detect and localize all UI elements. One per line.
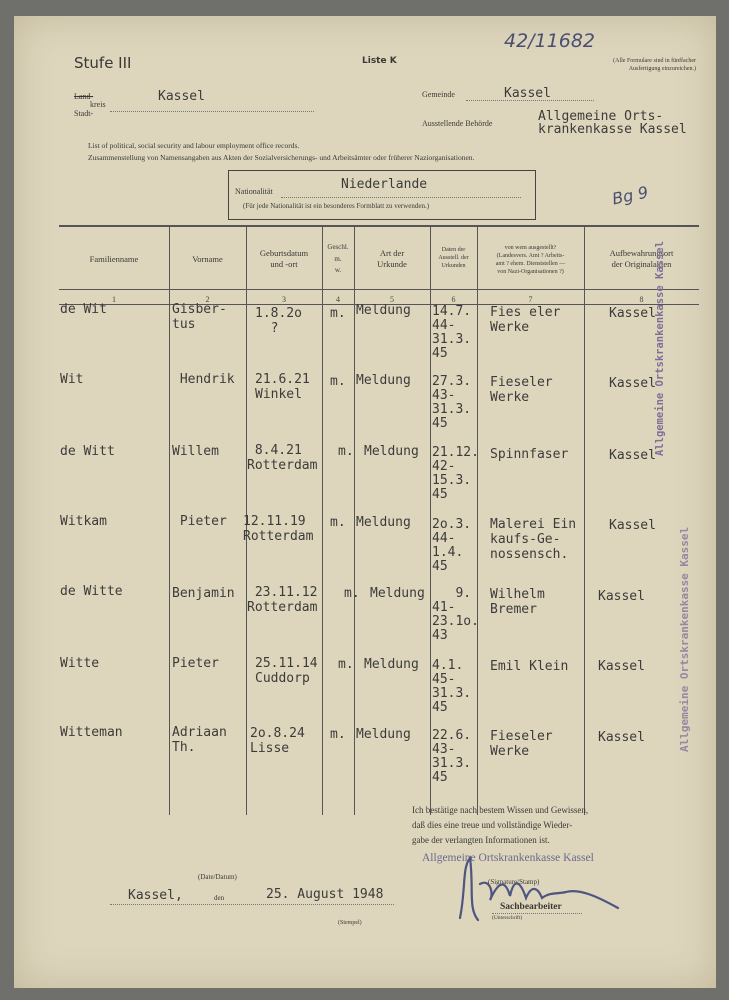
row-surname: Witteman [60,725,123,740]
landkreis-label-2: kreis [90,100,106,109]
row-location: Kassel [609,448,656,463]
intro-english: List of political, social security and labour employment office records. [88,141,300,150]
row-given-name: Benjamin [172,586,235,601]
den-label: den [214,894,225,902]
row-dates: 27.3. 43- 31.3. 45 [432,374,472,431]
list-label: Liste K [362,56,397,66]
header-aussteller-2: (Landesvers. Amt ? Arbeits- [496,253,565,259]
row-sex: m. [344,586,360,601]
row-given-name: Pieter [172,514,227,529]
archive-number: 42/11682 [504,30,596,52]
date-label: (Date/Datum) [198,873,237,881]
colnum-5: 5 [390,295,394,304]
row-given-name: Willem [172,444,219,459]
stempel-label: (Stempel) [338,920,362,926]
document-page [14,16,716,988]
header-aufbewahrung-2: der Originalakten [611,259,672,269]
unterschrift-label: (Unterschrift) [492,915,523,921]
row-sex: m. [338,657,354,672]
behoerde-label: Ausstellende Behörde [422,119,493,128]
row-document: Meldung [356,373,411,388]
landkreis-label-1: Land- [74,92,94,101]
colnum-1: 1 [112,295,116,304]
nationality-note: (Für jede Nationalität ist ein besonderes Formblatt zu verwenden.) [243,202,430,210]
row-given-name: Hendrik [172,372,235,387]
row-issuer: Spinnfaser [490,447,569,462]
row-birth: 12.11.19 Rotterdam [243,514,314,544]
row-given-name: Pieter [172,656,219,671]
colnum-8: 8 [639,295,644,304]
place-value: Kassel, [128,888,183,903]
stadt-label: Stadt- [74,109,94,118]
row-document: Meldung [370,586,425,601]
date-value: 25. August 1948 [266,887,384,902]
row-location: Kassel [598,589,645,604]
row-location: Kassel [609,306,656,321]
row-birth: 1.8.2o ? [255,306,302,336]
row-document: Meldung [356,303,411,318]
header-aufbewahrung-1: Aufbewahrungsort [609,248,674,258]
row-location: Kassel [609,518,656,533]
copies-note-2: Ausfertigung einzureichen.) [628,66,696,72]
row-sex: m. [330,515,346,530]
row-document: Meldung [356,515,411,530]
row-given-name: Adriaan Th. [172,725,227,755]
row-surname: Witte [60,656,100,671]
row-issuer: Malerei Ein kaufs-Ge- nossensch. [490,517,577,562]
header-daten-1: Daten der [441,247,466,253]
row-birth: 2o.8.24 Lisse [250,726,305,756]
row-dates: 9. 41- 23.1o. 43 [432,586,479,643]
header-geschlecht-w: w. [334,266,342,274]
gemeinde-label: Gemeinde [422,90,455,99]
sachbearbeiter-label: Sachbearbeiter [500,902,562,912]
row-surname: Witkam [60,514,107,529]
row-location: Kassel [598,659,645,674]
row-surname: de Witt [60,444,115,459]
row-document: Meldung [364,657,419,672]
row-document: Meldung [356,727,411,742]
row-dates: 2o.3. 44- 1.4. 45 [432,517,472,574]
row-issuer: Emil Klein [490,659,569,674]
header-geschlecht: Geschl. [327,243,349,251]
margin-note: Bg 9 [610,182,650,209]
row-sex: m. [330,727,346,742]
header-aussteller-1: von wem ausgestellt? [504,245,557,251]
header-geburtsdatum: Geburtsdatum [259,248,309,258]
row-surname: de Witte [60,584,123,599]
nationality-value: Niederlande [341,177,428,192]
row-surname: Wit [60,372,84,387]
copies-note-1: (Alle Formulare sind in fünffacher [613,58,696,64]
stage-label: Stufe III [74,54,132,72]
intro-german: Zusammenstellung von Namensangaben aus Akten der Sozialversicherungs- und Arbeitsämter oder früherer Naziorganisationen. [88,153,475,162]
row-issuer: Wilhelm Bremer [490,587,545,617]
gemeinde-value: Kassel [504,86,551,101]
row-issuer: Fies eler Werke [490,305,561,335]
row-dates: 22.6. 43- 31.3. 45 [432,728,472,785]
row-location: Kassel [609,376,656,391]
landkreis-value: Kassel [158,89,205,104]
row-dates: 4.1. 45- 31.3. 45 [432,658,472,715]
colnum-4: 4 [336,295,340,304]
row-document: Meldung [364,444,419,459]
nationality-box [228,170,536,220]
certification-line-3: gabe der verlangten Informationen ist. [412,835,550,845]
colnum-2: 2 [205,295,210,304]
row-issuer: Fieseler Werke [490,729,553,759]
row-birth: 21.6.21 Winkel [255,372,310,402]
header-aussteller-3: amt ? ehem. Dienststellen — [495,261,566,267]
behoerde-value-1: Allgemeine Orts- [538,109,664,124]
row-birth: 23.11.12 Rotterdam [247,585,318,615]
row-sex: m. [330,374,346,389]
header-aussteller-4: von Nazi-Organisationen ?) [497,269,564,275]
colnum-6: 6 [451,295,456,304]
nationality-label: Nationalität [235,187,273,196]
header-art-2: Urkunde [377,259,407,269]
row-sex: m. [338,444,354,459]
row-location: Kassel [598,730,645,745]
certification-line-2: daß dies eine treue und vollständige Wieder- [412,820,573,830]
signature-label: (Signature/Stamp) [488,878,540,886]
row-birth: 8.4.21 Rotterdam [247,443,318,473]
row-dates: 14.7. 44- 31.3. 45 [432,304,472,361]
certification-stamp: Allgemeine Ortskrankenkasse Kassel [422,852,594,864]
certification-line-1: Ich bestätige nach bestem Wissen und Gewissen, [412,805,589,815]
signature-scribble [450,848,630,928]
row-issuer: Fieseler Werke [490,375,553,405]
header-daten-2: Ausstell. der [438,255,469,261]
header-art-1: Art der [379,248,405,258]
row-birth: 25.11.14 Cuddorp [255,656,318,686]
header-geburtsort: und -ort [270,259,298,269]
colnum-3: 3 [282,295,286,304]
header-daten-3: Urkunden [441,263,466,269]
header-familienname: Familienname [89,254,139,264]
row-dates: 21.12. 42- 15.3. 45 [432,445,479,502]
header-geschlecht-m: m. [334,255,342,263]
row-given-name: Gisber- tus [172,302,227,332]
row-surname: de Wit [60,302,107,317]
row-sex: m. [330,306,346,321]
side-stamp-lower: Allgemeine Ortskrankenkasse Kassel [678,526,691,752]
header-vorname: Vorname [192,254,223,264]
colnum-7: 7 [528,295,533,304]
behoerde-value-2: krankenkasse Kassel [538,122,687,137]
side-stamp-upper: Allgemeine Ortskrankenkasse Kassel [654,241,666,456]
